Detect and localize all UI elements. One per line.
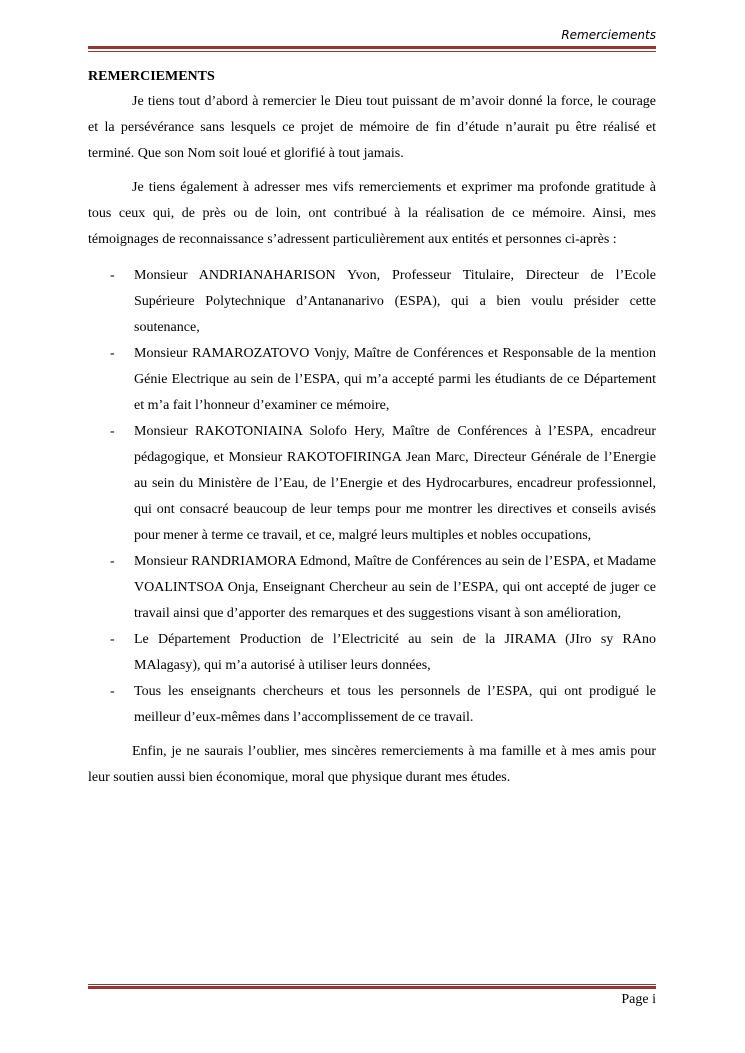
list-item	[88, 263, 656, 341]
list-bullet: -	[110, 424, 115, 439]
list-item-text: Monsieur RAMAROZATOVO Vonjy, Maître de Conférences et Responsable de la mention Génie Electrique au sein de l’ESPA, qui m’a accepté parmi les étudiants de ce Département et m’a fait l’honneur d’examiner ce mémoire,	[134, 346, 656, 413]
page-number: Page i	[621, 992, 656, 1007]
page-content	[88, 67, 656, 799]
list-item	[88, 627, 656, 679]
list-item-text: Monsieur RANDRIAMORA Edmond, Maître de Conférences au sein de l’ESPA, et Madame VOALINTSOA Onja, Enseignant Chercheur au sein de l’ESPA, qui ont accepté de juger ce travail ainsi que d’apporter des remarques et des suggestions visant à son amélioration,	[134, 554, 656, 621]
list-item	[88, 341, 656, 419]
acknowledgement-list	[88, 263, 656, 731]
list-item	[88, 419, 656, 549]
list-item-text: Monsieur ANDRIANAHARISON Yvon, Professeur Titulaire, Directeur de l’Ecole Supérieure Polytechnique d’Antananarivo (ESPA), qui a bien voulu présider cette soutenance,	[134, 268, 656, 335]
list-bullet: -	[110, 632, 115, 647]
paragraph-gratitude: Je tiens également à adresser mes vifs remerciements et exprimer ma profonde gratitude à tous ceux qui, de près ou de loin, ont contribué à la réalisation de ce mémoire. Ainsi, mes témoignages de reconnaissance s’adressent particulièrement aux entités et personnes ci-après :	[88, 180, 656, 247]
footer-rule-thin	[88, 984, 656, 985]
list-item-text: Tous les enseignants chercheurs et tous les personnels de l’ESPA, qui ont prodigué le meilleur d’eux-mêmes dans l’accomplissement de ce travail.	[134, 684, 656, 725]
list-bullet: -	[110, 346, 115, 361]
header-rule-thin	[88, 51, 656, 52]
list-bullet: -	[110, 554, 115, 569]
header-title: Remerciements	[561, 28, 656, 42]
header-rule-thick	[88, 46, 656, 49]
list-bullet: -	[110, 684, 115, 699]
list-item-text: Monsieur RAKOTONIAINA Solofo Hery, Maître de Conférences à l’ESPA, encadreur pédagogique, et Monsieur RAKOTOFIRINGA Jean Marc, Directeur Générale de l’Energie au sein du Ministère de l’Eau, de l’Energie et des Hydrocarbures, encadreur professionnel, qui ont consacré beaucoup de leur temps pour me montrer les directives et conseils avisés pour mener à terme ce travail, et ce, malgré leurs multiples et nobles occupations,	[134, 424, 656, 543]
list-item-text: Le Département Production de l’Electricité au sein de la JIRAMA (JIro sy RAno MAlagasy), qui m’a autorisé à utiliser leurs données,	[134, 632, 656, 673]
paragraph-intro: Je tiens tout d’abord à remercier le Dieu tout puissant de m’avoir donné la force, le courage et la persévérance sans lesquels ce projet de mémoire de fin d’étude n’aurait pu être réalisé et terminé. Que son Nom soit loué et glorifié à tout jamais.	[88, 94, 656, 161]
paragraph-family: Enfin, je ne saurais l’oublier, mes sincères remerciements à ma famille et à mes amis pour leur soutien aussi bien économique, moral que physique durant mes études.	[88, 744, 656, 785]
footer-rule-thick	[88, 986, 656, 989]
section-heading: REMERCIEMENTS	[88, 69, 215, 84]
list-item	[88, 679, 656, 731]
list-item	[88, 549, 656, 627]
list-bullet: -	[110, 268, 115, 283]
